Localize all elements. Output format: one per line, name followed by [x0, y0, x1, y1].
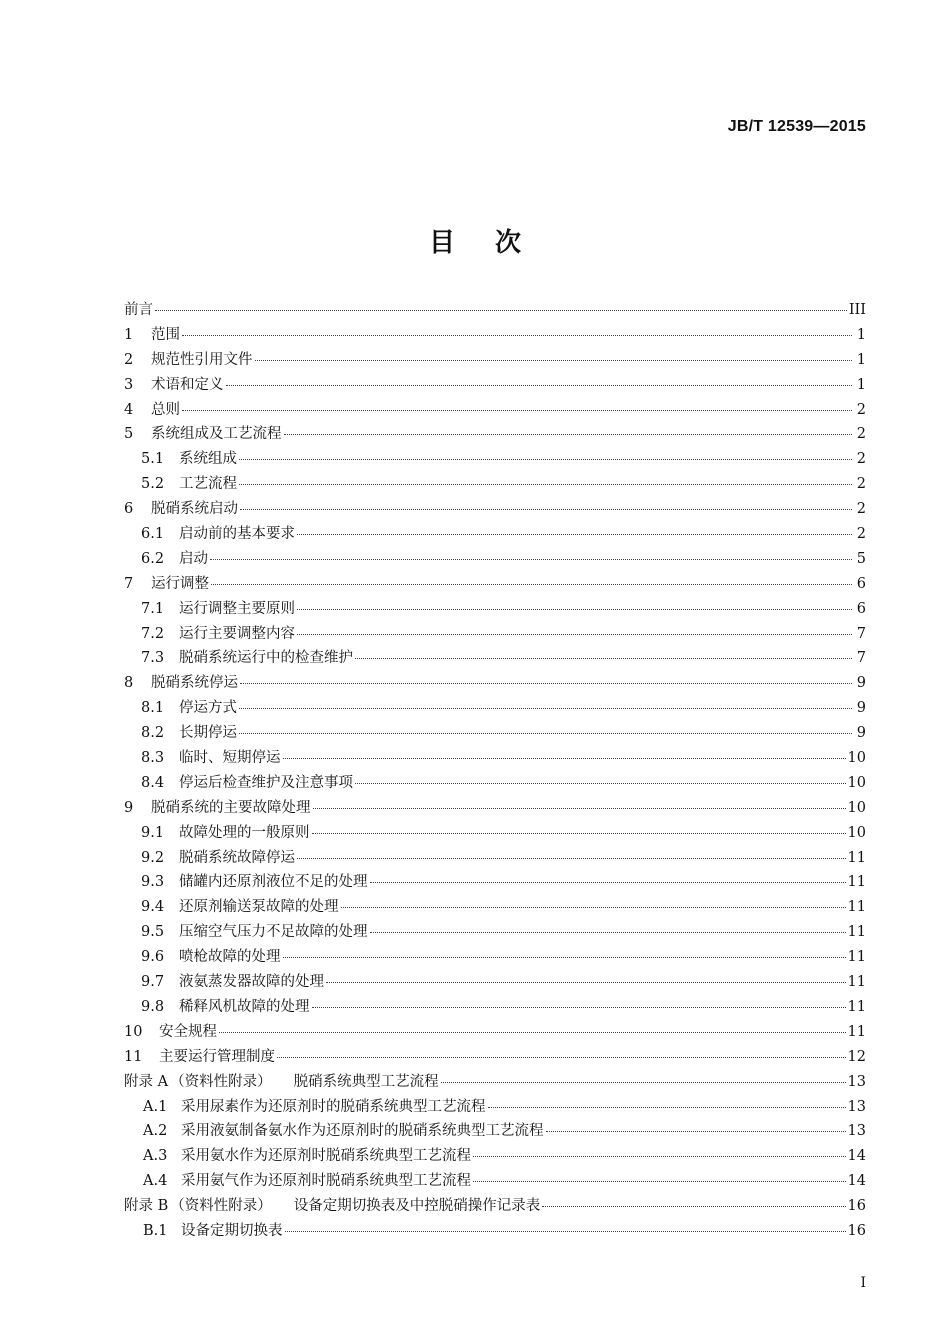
toc-entry-number: 7.3 — [141, 650, 165, 667]
toc-entry[interactable] — [124, 398, 866, 423]
toc-entry[interactable] — [124, 970, 866, 995]
toc-entry-number: 6 — [124, 501, 134, 518]
toc-leader-dots — [155, 309, 847, 311]
toc-leader-dots — [285, 1230, 846, 1232]
toc-entry-page: 16 — [847, 1222, 866, 1239]
toc-entry-page: 13 — [847, 1123, 866, 1140]
toc-entry[interactable] — [124, 1045, 866, 1070]
toc-entry[interactable] — [124, 622, 866, 647]
toc-entry-number: 9.3 — [141, 874, 165, 891]
toc-entry-number: 9.2 — [141, 849, 165, 866]
toc-entry-title: 安全规程 — [159, 1023, 217, 1040]
toc-entry[interactable] — [124, 298, 866, 323]
toc-entry-number: B.1 — [143, 1222, 168, 1239]
toc-entry-title: 脱硝系统启动 — [151, 501, 238, 518]
toc-entry-page: 10 — [847, 750, 866, 767]
toc-entry-number: 7 — [124, 575, 134, 592]
toc-leader-dots — [239, 707, 852, 709]
toc-entry[interactable] — [124, 870, 866, 895]
toc-leader-dots — [182, 409, 852, 411]
toc-entry-page: 2 — [856, 526, 866, 543]
toc-leader-dots — [370, 881, 846, 883]
toc-entry-title: 术语和定义 — [151, 376, 224, 393]
toc-leader-dots — [283, 757, 846, 759]
toc-entry-number: 附录 B — [124, 1198, 169, 1215]
toc-entry[interactable] — [124, 447, 866, 472]
toc-leader-dots — [297, 608, 852, 610]
toc-entry-number: 5.1 — [141, 451, 165, 468]
toc-entry-page: 11 — [847, 998, 866, 1015]
toc-entry-title: 还原剂输送泵故障的处理 — [179, 899, 339, 916]
toc-entry-page: 11 — [847, 1023, 866, 1040]
toc-leader-dots — [284, 433, 853, 435]
toc-entry-page: 10 — [847, 799, 866, 816]
toc-entry-title: 停运后检查维护及注意事项 — [179, 774, 353, 791]
toc-leader-dots — [546, 1130, 846, 1132]
toc-entry-number: 8.1 — [141, 700, 165, 717]
toc-entry-note: （资料性附录） — [170, 1073, 272, 1090]
toc-entry-number: 1 — [124, 326, 134, 343]
toc-entry-number: 9 — [124, 799, 134, 816]
toc-entry-number: 6.2 — [141, 550, 165, 567]
toc-entry-title: 总则 — [151, 401, 180, 418]
toc-entry-title: 运行主要调整内容 — [179, 625, 295, 642]
toc-entry[interactable] — [124, 1020, 866, 1045]
toc-entry-number: 9.4 — [141, 899, 165, 916]
toc-leader-dots — [211, 583, 852, 585]
toc-entry-title: 运行调整 — [151, 575, 209, 592]
toc-entry-title: 液氨蒸发器故障的处理 — [179, 974, 324, 991]
toc-entry-page: 11 — [847, 874, 866, 891]
toc-entry-number: A.4 — [143, 1173, 168, 1190]
toc-entry-number: 2 — [124, 351, 134, 368]
toc-entry[interactable] — [124, 671, 866, 696]
toc-entry-title: 稀释风机故障的处理 — [179, 998, 310, 1015]
toc-entry-title: 脱硝系统停运 — [151, 675, 238, 692]
toc-entry-page: 1 — [856, 326, 866, 343]
toc-entry-page: 9 — [856, 675, 866, 692]
toc-leader-dots — [182, 334, 852, 336]
toc-leader-dots — [297, 633, 852, 635]
toc-entry[interactable] — [124, 597, 866, 622]
toc-entry-page: III — [848, 302, 866, 318]
toc-entry-title: 脱硝系统的主要故障处理 — [151, 799, 311, 816]
toc-entry-page: 1 — [856, 351, 866, 368]
toc-entry-title: 采用氨水作为还原剂时脱硝系统典型工艺流程 — [181, 1148, 471, 1165]
toc-entry-page: 11 — [847, 949, 866, 966]
toc-entry-title: 长期停运 — [179, 725, 237, 742]
toc-entry[interactable] — [124, 771, 866, 796]
toc-entry[interactable] — [124, 1070, 866, 1095]
toc-entry[interactable] — [124, 497, 866, 522]
toc-entry[interactable] — [124, 373, 866, 398]
toc-entry-page: 6 — [856, 575, 866, 592]
toc-entry-number: 4 — [124, 401, 134, 418]
toc-entry-title: 前言 — [124, 302, 153, 318]
toc-entry[interactable] — [124, 1169, 866, 1194]
toc-entry-page: 6 — [856, 600, 866, 617]
toc-entry[interactable] — [124, 572, 866, 597]
toc-entry-page: 2 — [856, 401, 866, 418]
toc-entry-page: 13 — [847, 1098, 866, 1115]
toc-entry[interactable] — [124, 1144, 866, 1169]
table-of-contents — [124, 298, 866, 1244]
toc-leader-dots — [297, 533, 852, 535]
toc-entry-page: 9 — [856, 725, 866, 742]
toc-entry-number: 7.2 — [141, 625, 165, 642]
toc-leader-dots — [473, 1155, 846, 1157]
toc-entry[interactable] — [124, 920, 866, 945]
toc-entry[interactable] — [124, 945, 866, 970]
toc-entry[interactable] — [124, 696, 866, 721]
toc-leader-dots — [240, 508, 852, 510]
toc-entry-number: 7.1 — [141, 600, 165, 617]
toc-entry[interactable] — [124, 547, 866, 572]
toc-leader-dots — [210, 558, 852, 560]
standard-number: JB/T 12539—2015 — [727, 118, 866, 135]
toc-entry[interactable] — [124, 895, 866, 920]
toc-entry-page: 11 — [847, 849, 866, 866]
toc-entry-number: 9.7 — [141, 974, 165, 991]
toc-entry-number: A.2 — [143, 1123, 168, 1140]
toc-entry[interactable] — [124, 422, 866, 447]
toc-entry-number: 8.4 — [141, 774, 165, 791]
toc-entry-page: 2 — [856, 426, 866, 443]
toc-entry-page: 7 — [856, 650, 866, 667]
toc-leader-dots — [239, 483, 852, 485]
toc-entry[interactable] — [124, 1194, 866, 1219]
toc-entry-title: 停运方式 — [179, 700, 237, 717]
toc-entry-title: 储罐内还原剂液位不足的处理 — [179, 874, 368, 891]
toc-entry-title: 采用氨气作为还原剂时脱硝系统典型工艺流程 — [181, 1173, 471, 1190]
toc-entry[interactable] — [124, 522, 866, 547]
toc-leader-dots — [312, 832, 846, 834]
toc-leader-dots — [326, 981, 846, 983]
toc-entry-page: 14 — [847, 1148, 866, 1165]
toc-entry[interactable] — [124, 821, 866, 846]
toc-leader-dots — [473, 1180, 846, 1182]
toc-entry-number: 附录 A — [124, 1073, 169, 1090]
toc-entry-number: 11 — [124, 1048, 143, 1065]
toc-leader-dots — [370, 931, 846, 933]
toc-leader-dots — [341, 906, 846, 908]
toc-leader-dots — [219, 1031, 846, 1033]
toc-entry-page: 12 — [847, 1048, 866, 1065]
toc-entry-page: 11 — [847, 974, 866, 991]
toc-entry-title: 脱硝系统典型工艺流程 — [293, 1073, 439, 1090]
toc-entry-number: 10 — [124, 1023, 143, 1040]
toc-entry[interactable] — [124, 746, 866, 771]
toc-entry[interactable] — [124, 323, 866, 348]
toc-entry-page: 14 — [847, 1173, 866, 1190]
toc-leader-dots — [239, 458, 852, 460]
toc-entry-title: 系统组成及工艺流程 — [151, 426, 282, 443]
toc-entry-page: 2 — [856, 476, 866, 493]
toc-leader-dots — [226, 384, 853, 386]
toc-entry-number: 9.6 — [141, 949, 165, 966]
toc-entry-title: 启动前的基本要求 — [179, 526, 295, 543]
toc-entry-number: 9.5 — [141, 924, 165, 941]
toc-leader-dots — [313, 807, 846, 809]
toc-entry-page: 13 — [847, 1073, 866, 1090]
toc-entry-number: 5 — [124, 426, 134, 443]
toc-entry-title: 设备定期切换表 — [181, 1222, 283, 1239]
toc-entry-title: 主要运行管理制度 — [159, 1048, 275, 1065]
toc-leader-dots — [297, 857, 846, 859]
toc-entry-title: 启动 — [179, 550, 208, 567]
toc-entry-title: 喷枪故障的处理 — [179, 949, 281, 966]
toc-entry-page: 5 — [856, 550, 866, 567]
toc-entry-number: 8.3 — [141, 750, 165, 767]
toc-entry-page: 9 — [856, 700, 866, 717]
toc-entry-title: 系统组成 — [179, 451, 237, 468]
toc-entry-title: 脱硝系统故障停运 — [179, 849, 295, 866]
toc-entry-title: 采用尿素作为还原剂时的脱硝系统典型工艺流程 — [181, 1098, 486, 1115]
toc-entry[interactable] — [124, 796, 866, 821]
toc-leader-dots — [542, 1205, 845, 1207]
toc-leader-dots — [239, 732, 852, 734]
toc-entry[interactable] — [124, 472, 866, 497]
toc-entry-page: 7 — [856, 625, 866, 642]
toc-entry-number: 9.1 — [141, 824, 165, 841]
toc-leader-dots — [441, 1081, 846, 1083]
toc-entry-title: 采用液氨制备氨水作为还原剂时的脱硝系统典型工艺流程 — [181, 1123, 544, 1140]
toc-entry[interactable] — [124, 846, 866, 871]
toc-leader-dots — [355, 782, 846, 784]
toc-entry-page: 11 — [847, 924, 866, 941]
toc-entry-note: （资料性附录） — [170, 1198, 272, 1215]
toc-entry[interactable] — [124, 348, 866, 373]
toc-entry-number: 9.8 — [141, 998, 165, 1015]
toc-entry-title: 故障处理的一般原则 — [179, 824, 310, 841]
toc-entry-page: 2 — [856, 451, 866, 468]
toc-entry-page: 16 — [847, 1198, 866, 1215]
toc-leader-dots — [277, 1056, 846, 1058]
toc-entry-page: 11 — [847, 899, 866, 916]
page-title: 目次 — [428, 228, 561, 258]
toc-entry-number: A.1 — [143, 1098, 168, 1115]
toc-entry-page: 2 — [856, 501, 866, 518]
toc-entry-number: A.3 — [143, 1148, 168, 1165]
toc-entry-title: 运行调整主要原则 — [179, 600, 295, 617]
toc-entry-title: 脱硝系统运行中的检查维护 — [179, 650, 353, 667]
toc-entry[interactable] — [124, 721, 866, 746]
toc-entry-title: 临时、短期停运 — [179, 750, 281, 767]
toc-leader-dots — [355, 657, 852, 659]
toc-entry[interactable] — [124, 1119, 866, 1144]
toc-entry[interactable] — [124, 1095, 866, 1120]
toc-entry-number: 6.1 — [141, 526, 165, 543]
toc-entry-number: 8 — [124, 675, 134, 692]
toc-entry-title: 范围 — [151, 326, 180, 343]
toc-entry-page: 10 — [847, 824, 866, 841]
toc-leader-dots — [488, 1106, 846, 1108]
toc-entry[interactable] — [124, 1219, 866, 1244]
toc-entry-number: 8.2 — [141, 725, 165, 742]
toc-entry-title: 工艺流程 — [179, 476, 237, 493]
toc-entry[interactable] — [124, 995, 866, 1020]
toc-entry-title: 压缩空气压力不足故障的处理 — [179, 924, 368, 941]
toc-entry-title: 规范性引用文件 — [151, 351, 253, 368]
toc-entry-number: 3 — [124, 376, 134, 393]
toc-leader-dots — [255, 359, 853, 361]
page-folio: I — [860, 1275, 866, 1291]
toc-entry-title: 设备定期切换表及中控脱硝操作记录表 — [293, 1198, 541, 1215]
toc-entry-page: 10 — [847, 774, 866, 791]
toc-leader-dots — [312, 1006, 846, 1008]
toc-entry-page: 1 — [856, 376, 866, 393]
toc-leader-dots — [283, 956, 846, 958]
toc-entry-number: 5.2 — [141, 476, 165, 493]
toc-entry[interactable] — [124, 646, 866, 671]
toc-leader-dots — [240, 682, 852, 684]
